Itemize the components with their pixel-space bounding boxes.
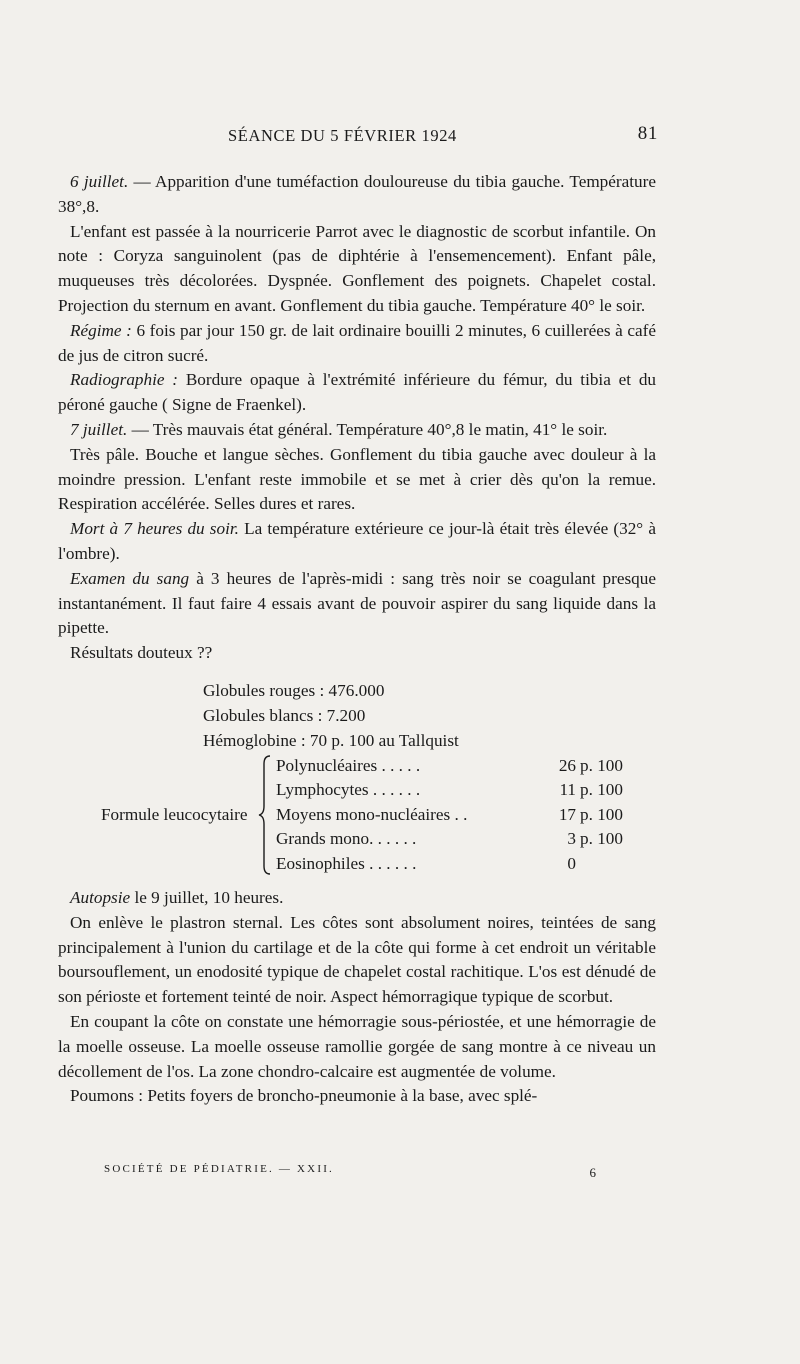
signature-mark: 6	[589, 1165, 596, 1180]
header-title: SÉANCE DU 5 FÉVRIER 1924	[228, 126, 457, 145]
paragraph-text: Poumons : Petits foyers de broncho-pneumonie à la base, avec splé-	[70, 1086, 538, 1106]
paragraph-text: En coupant la côte on constate une hémorragie sous-périostée, et une hémorragie de la moelle osseuse. La moelle osseuse ramollie gorgée de sang montre à ce niveau un décollement de l'os. La zone chondro-calcaire est augmentée de volume.	[58, 1011, 656, 1081]
cell-type: Moyens mono-nucléaires . .	[276, 804, 468, 824]
cell-type: Grands mono. . . . . .	[276, 829, 417, 849]
table-row	[276, 803, 636, 827]
formula-label: Formule leucocytaire	[101, 804, 248, 824]
formula-table	[276, 754, 636, 876]
paragraph-text: Très pâle. Bouche et langue sèches. Gonflement du tibia gauche avec douleur à la moindre pression. L'enfant reste immobile et se met à crier dès qu'on la remue. Respiration accélérée. Selles dures et rares.	[58, 444, 656, 514]
paragraph-lead: Radiographie :	[70, 370, 179, 390]
red-cells-line: Globules rouges : 476.000	[203, 680, 385, 700]
cell-type: Eosinophiles . . . . . .	[276, 853, 417, 873]
blood-results	[203, 678, 656, 753]
page-number: 81	[637, 123, 658, 144]
paragraph-text: le 9 juillet, 10 heures.	[130, 887, 284, 907]
journal-name: SOCIÉTÉ DE PÉDIATRIE. — XXII.	[104, 1163, 335, 1175]
paragraph	[58, 319, 656, 369]
table-row	[276, 754, 636, 778]
cell-unit	[580, 852, 636, 876]
paragraph-text: L'enfant est passée à la nourricerie Parrot avec le diagnostic de scorbut infantile. On note : Coryza sanguinolent (pas de diphtérie à l'ensemencement). Enfant pâle, muqueuses très décolorées. Dyspnée. Gonflement des poignets. Chapelet costal. Projection du sternum en avant. Gonflement du tibia gauche. Température 40° le soir.	[58, 221, 656, 315]
leukocyte-formula	[58, 754, 656, 876]
cell-unit: p. 100	[580, 829, 623, 849]
cell-type: Lymphocytes . . . . . .	[276, 780, 421, 800]
cell-value: 11	[559, 780, 576, 800]
paragraph	[58, 886, 656, 911]
paragraph	[58, 220, 656, 319]
paragraph	[58, 641, 656, 666]
paragraph-lead: 7 juillet.	[70, 419, 128, 439]
paragraph-lead: Autopsie	[70, 887, 131, 907]
paragraph-lead: 6 juillet.	[70, 172, 129, 191]
paragraph-text: — Très mauvais état général. Température 40°,8 le matin, 41° le soir.	[127, 419, 608, 439]
paragraph-lead: Régime :	[70, 320, 132, 340]
paragraph-text: On enlève le plastron sternal. Les côtes sont absolument noires, teintées de sang principalement à l'union du cartilage et de la côte qui forme à cet endroit un véritable boursouflement, un enodosité typique de chapelet costal rachitique. L'os est dénudé de son périoste et fortement teinté de noir. Aspect hémorragique typique de scorbut.	[58, 912, 656, 1007]
cell-value: 17	[558, 804, 576, 824]
paragraph	[58, 517, 656, 567]
table-row	[276, 778, 636, 802]
paragraph-lead: Examen du sang	[70, 568, 190, 588]
paragraph	[58, 368, 656, 418]
white-cells-line: Globules blancs : 7.200	[203, 705, 366, 725]
paragraph	[58, 418, 656, 443]
paragraph-lead: Mort à 7 heures du soir.	[70, 519, 239, 539]
body-text	[58, 166, 656, 1109]
paragraph-text: — Apparition d'une tuméfaction douloureuse du tibia gauche. Température 38°,8.	[58, 172, 656, 216]
paragraph-text: Résultats douteux ??	[70, 643, 213, 663]
paragraph	[58, 170, 656, 220]
cell-value: 26	[558, 755, 576, 775]
cell-type: Polynucléaires . . . . .	[276, 755, 421, 775]
cell-value: 0	[567, 853, 576, 873]
cell-unit: p. 100	[580, 780, 623, 800]
cell-unit: p. 100	[580, 804, 623, 824]
cell-unit: p. 100	[580, 755, 623, 775]
table-row	[276, 852, 636, 876]
paragraph	[58, 1084, 656, 1109]
paragraph	[58, 1010, 656, 1084]
paragraph	[58, 443, 656, 517]
paragraph-text: La température extérieure ce jour-là était très élevée (32° à l'ombre).	[58, 519, 656, 563]
autopsy-section	[58, 886, 656, 1109]
page-footer	[104, 1163, 596, 1180]
curly-brace-icon	[258, 754, 272, 876]
paragraph-text: 6 fois par jour 150 gr. de lait ordinaire bouilli 2 minutes, 6 cuillerées à café de jus de citron sucré.	[58, 320, 657, 365]
hemoglobin-line: Hémoglobine : 70 p. 100 au Tallquist	[203, 730, 459, 750]
paragraph-text: à 3 heures de l'après-midi : sang très noir se coagulant presque instantanément. Il faut faire 4 essais avant de pouvoir aspirer du sang liquide dans la pipette.	[58, 568, 656, 638]
paragraph-text: Bordure opaque à l'extrémité inférieure du fémur, du tibia et du péroné gauche ( Signe de Fraenkel).	[58, 370, 657, 415]
cell-value: 3	[567, 829, 576, 849]
paragraph	[58, 911, 656, 1010]
paragraph	[58, 567, 656, 641]
table-row	[276, 827, 636, 851]
